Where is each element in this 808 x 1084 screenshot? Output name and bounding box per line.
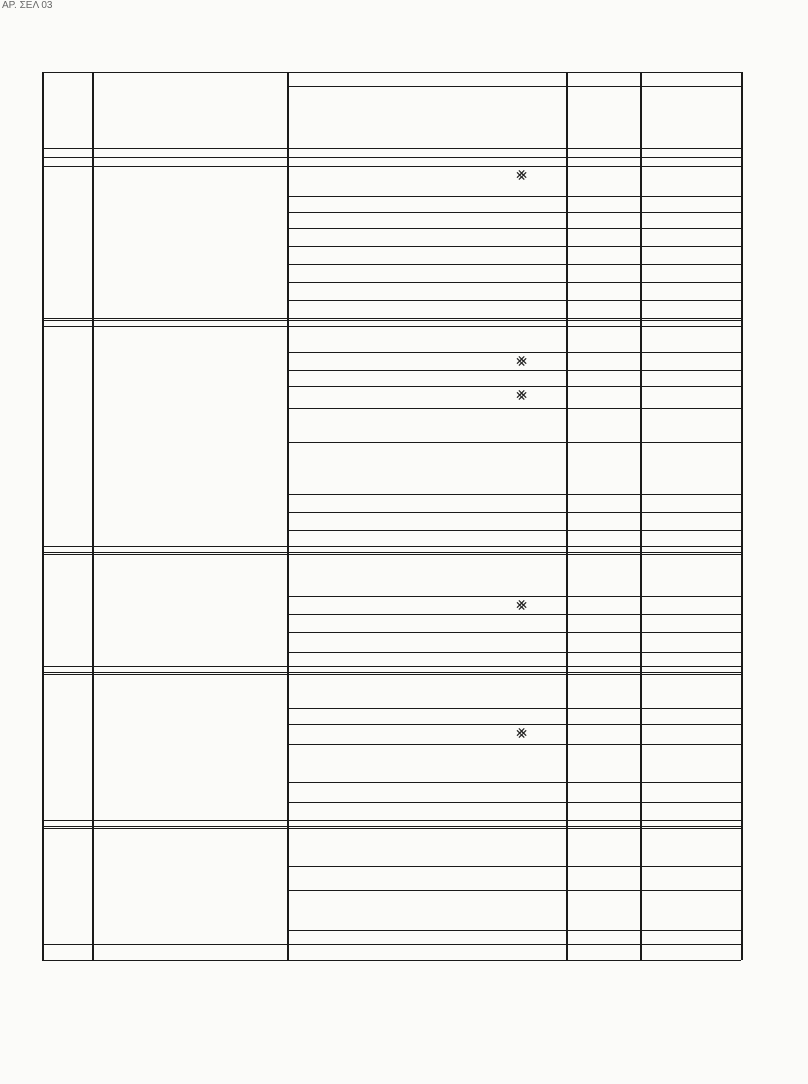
group-1-row-1-rule (287, 370, 741, 371)
group-top-rule (42, 826, 741, 827)
group-3-row-0-rule (287, 708, 741, 709)
group-1-row-2-rule (287, 386, 741, 387)
group-separator-blank (42, 674, 741, 675)
table-border-right (741, 72, 743, 960)
group-separator (42, 666, 741, 667)
group-top-rule (42, 166, 741, 167)
group-4-row-1-rule (287, 890, 741, 891)
group-0-row-3-rule (287, 246, 741, 247)
group-3-row-1-rule (287, 724, 741, 725)
group-1-row-0-rule (287, 352, 741, 353)
group-separator-blank (42, 554, 741, 555)
group-separator (42, 944, 741, 945)
group-3-row-2-handwritten-strike-mark: ⨳ (516, 722, 528, 742)
group-4-row-2-rule (287, 930, 741, 931)
table-border-top (42, 72, 741, 73)
group-0-row-0-rule (287, 196, 741, 197)
group-top-rule (42, 552, 741, 553)
group-2-row-2-rule (287, 632, 741, 633)
group-0-row-1-rule (287, 212, 741, 213)
top-row-0-rule (287, 86, 741, 87)
group-top-rule (42, 672, 741, 673)
header-mark: ΑΡ. ΣΕΛ 03 (2, 0, 53, 11)
group-separator (42, 546, 741, 547)
group-1-row-3-handwritten-strike-mark: ⨳ (516, 384, 528, 404)
group-3-row-4-rule (287, 802, 741, 803)
group-2-row-1-handwritten-strike-mark: ⨳ (516, 594, 528, 614)
group-separator (42, 820, 741, 821)
group-1-row-4-rule (287, 442, 741, 443)
group-3-row-3-rule (287, 782, 741, 783)
group-0-row-5-rule (287, 282, 741, 283)
group-1-row-3-rule (287, 408, 741, 409)
group-1-row-6-rule (287, 512, 741, 513)
group-1-row-1-handwritten-strike-mark: ⨳ (516, 350, 528, 370)
group-2-row-3-rule (287, 652, 741, 653)
group-0-row-0-handwritten-strike-mark: ⨳ (516, 164, 528, 184)
group-2-row-1-rule (287, 614, 741, 615)
group-separator-blank (42, 157, 741, 158)
group-1-row-7-rule (287, 530, 741, 531)
group-0-row-6-rule (287, 300, 741, 301)
group-4-row-0-rule (287, 866, 741, 867)
group-separator-blank (42, 326, 741, 327)
group-1-row-5-rule (287, 494, 741, 495)
group-separator (42, 148, 741, 149)
group-separator-blank (42, 828, 741, 829)
group-top-rule (42, 320, 741, 321)
group-0-row-2-rule (287, 228, 741, 229)
group-0-row-4-rule (287, 264, 741, 265)
group-2-row-0-rule (287, 596, 741, 597)
table-border-bottom (42, 960, 741, 961)
group-3-row-2-rule (287, 744, 741, 745)
